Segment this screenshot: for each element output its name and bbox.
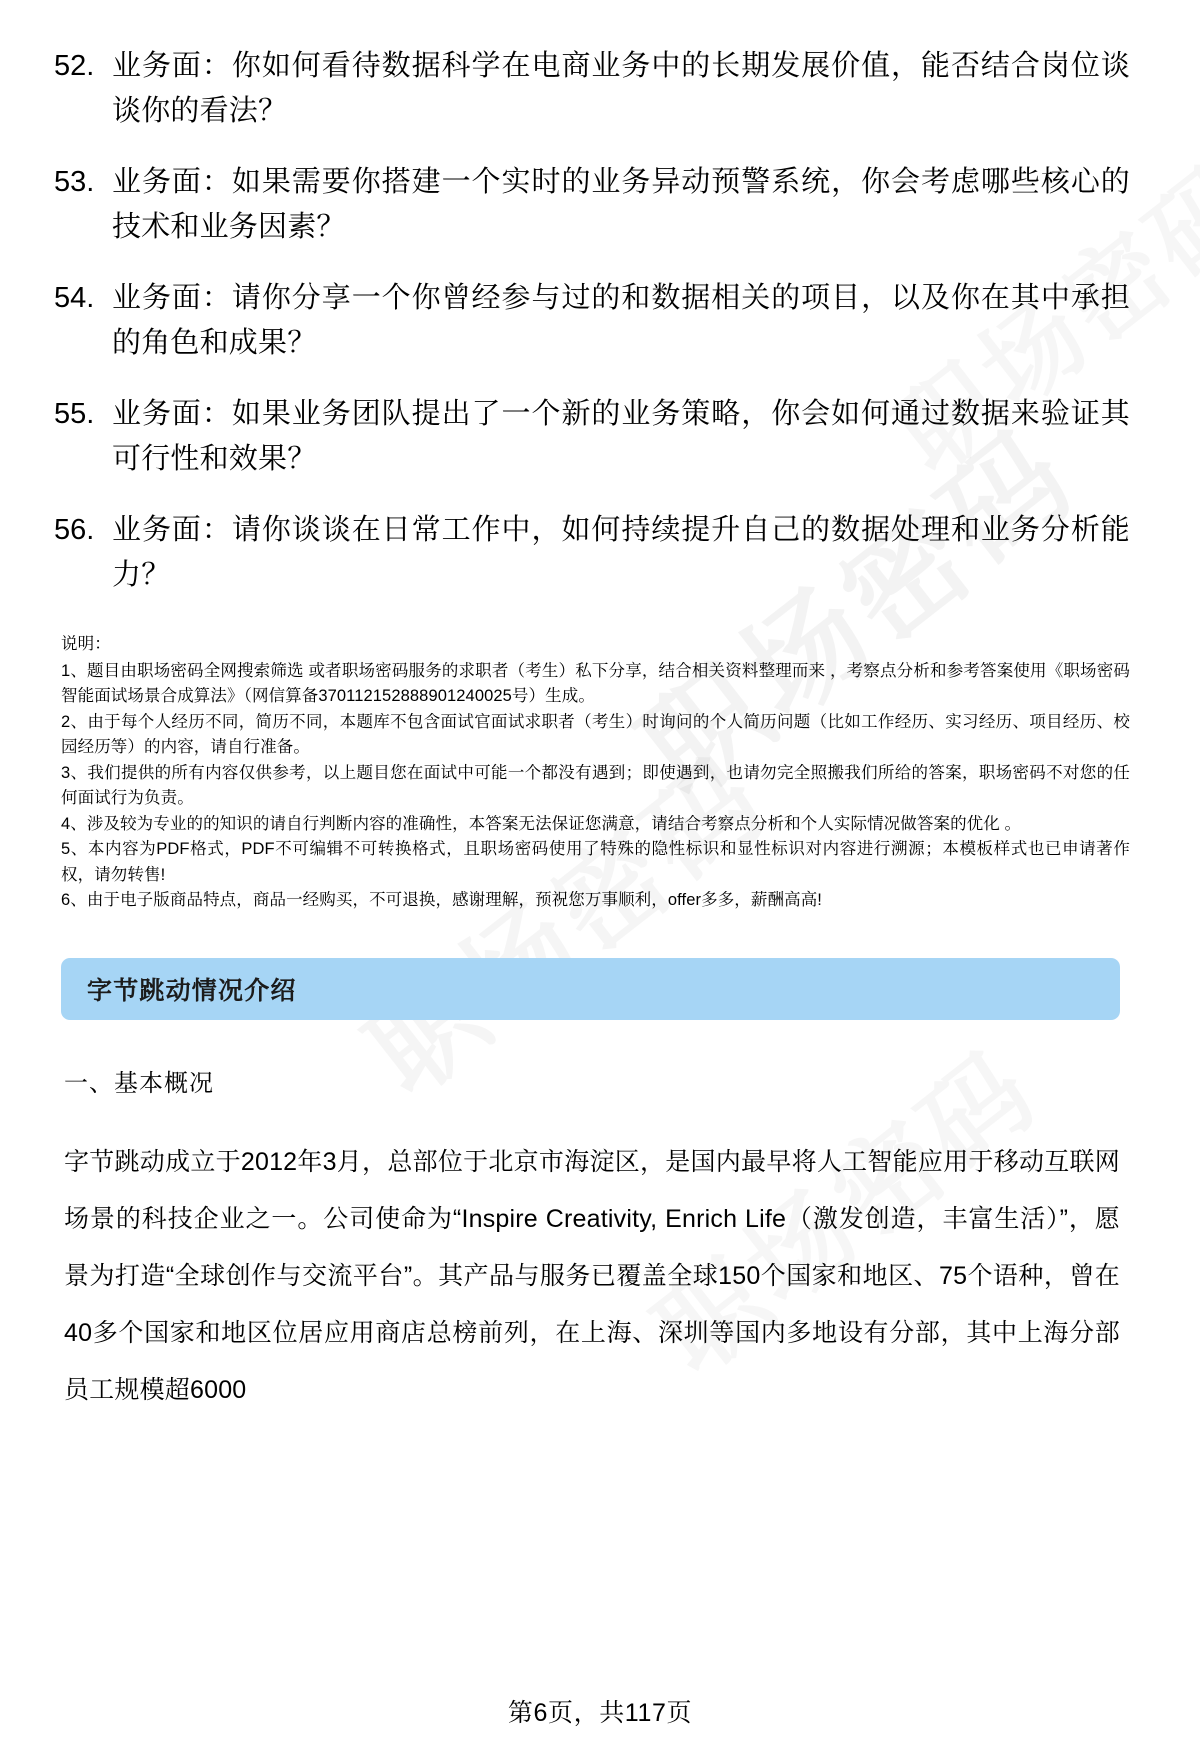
note-item: 3、我们提供的所有内容仅供参考，以上题目您在面试中可能一个都没有遇到；即使遇到，也请勿完全照搬我们所给的答案，职场密码不对您的任何面试行为负责。 <box>61 763 1130 807</box>
section-paragraph: 字节跳动成立于2012年3月，总部位于北京市海淀区，是国内最早将人工智能应用于移动互联网场景的科技企业之一。公司使命为“Inspire Creativity, Enrich Life（激发创造，丰富生活）”，愿景为打造“全球创作与交流平台”。其产品与服务已覆盖全球150个国家和地区、75个语种，曾在40多个国家和地区位居应用商店总榜前列，在上海、深圳等国内多地设有分部，其中上海分部员工规模超6000 <box>64 1147 1120 1404</box>
note-item: 6、由于电子版商品特点，商品一经购买，不可退换，感谢理解，预祝您万事顺利，offer多多，薪酬高高! <box>61 891 822 909</box>
question-text: 业务面：你如何看待数据科学在电商业务中的长期发展价值，能否结合岗位谈谈你的看法？ <box>112 50 1130 127</box>
question-number: 52. <box>54 50 95 82</box>
question-number: 53. <box>54 166 95 198</box>
note-item: 4、涉及较为专业的的知识的请自行判断内容的准确性，本答案无法保证您满意，请结合考察点分析和个人实际情况做答案的优化 。 <box>61 814 1022 833</box>
question-item <box>50 508 1130 598</box>
page-number-label: 第6页，共117页 <box>507 1699 693 1727</box>
notes-label: 说明： <box>61 635 111 653</box>
question-list <box>50 44 1130 598</box>
question-number: 54. <box>54 282 95 314</box>
question-number: 55. <box>54 398 95 430</box>
question-item <box>50 276 1130 366</box>
question-text: 业务面：如果需要你搭建一个实时的业务异动预警系统，你会考虑哪些核心的技术和业务因素？ <box>112 166 1130 243</box>
page-footer <box>0 1693 1200 1729</box>
note-item: 2、由于每个人经历不同，简历不同，本题库不包含面试官面试求职者（考生）时询问的个人简历问题（比如工作经历、实习经历、项目经历、校园经历等）的内容，请自行准备。 <box>61 712 1130 756</box>
note-item: 1、题目由职场密码全网搜索筛选 或者职场密码服务的求职者（考生）私下分享，结合相关资料整理而来 ，考察点分析和参考答案使用《职场密码智能面试场景合成算法》（网信算备370112152888901240025号）生成。 <box>61 661 1130 705</box>
question-text: 业务面：请你谈谈在日常工作中，如何持续提升自己的数据处理和业务分析能力？ <box>112 514 1130 591</box>
section-banner-title: 字节跳动情况介绍 <box>87 976 297 1005</box>
question-item <box>50 392 1130 482</box>
notes-block <box>50 632 1130 914</box>
question-item <box>50 160 1130 250</box>
note-item: 5、本内容为PDF格式，PDF不可编辑不可转换格式，且职场密码使用了特殊的隐性标识和显性标识对内容进行溯源；本模板样式也已申请著作权，请勿转售! <box>61 840 1130 884</box>
question-number: 56. <box>54 514 95 546</box>
question-item <box>50 44 1130 134</box>
question-text: 业务面：请你分享一个你曾经参与过的和数据相关的项目，以及你在其中承担的角色和成果？ <box>112 282 1130 359</box>
section-banner <box>61 958 1120 1020</box>
question-text: 业务面：如果业务团队提出了一个新的业务策略，你会如何通过数据来验证其可行性和效果？ <box>112 398 1130 475</box>
section-heading: 一、基本概况 <box>64 1069 214 1097</box>
